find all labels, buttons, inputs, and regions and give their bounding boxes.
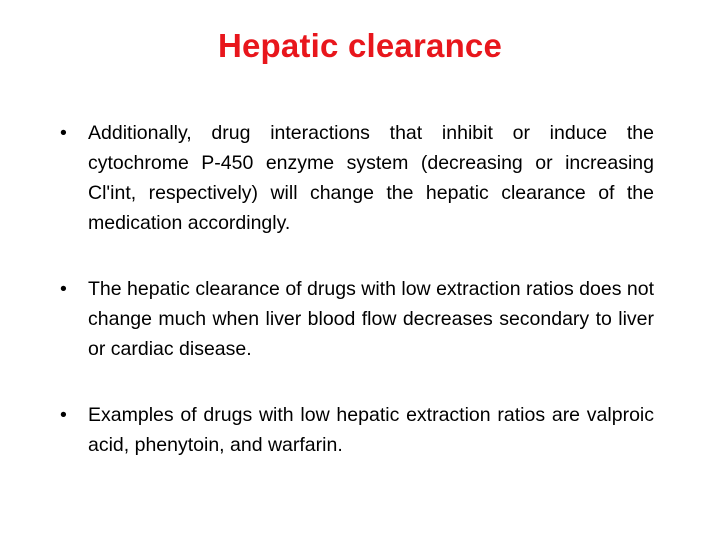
bullet-text: Additionally, drug interactions that inhibit or induce the cytochrome P-450 enzyme system (decreasing or increasing Cl'int, respectively) will change the hepatic clearance of the medication accordingly. <box>88 122 654 234</box>
bullet-marker: • <box>60 122 67 144</box>
slide-title: Hepatic clearance <box>217 27 503 64</box>
bullet-item <box>60 274 654 364</box>
bullet-text: The hepatic clearance of drugs with low extraction ratios does not change much when liver blood flow decreases secondary to liver or cardiac disease. <box>88 278 654 360</box>
bullet-list <box>60 118 654 496</box>
bullet-marker: • <box>60 404 67 426</box>
bullet-item <box>60 118 654 238</box>
bullet-text: Examples of drugs with low hepatic extraction ratios are valproic acid, phenytoin, and warfarin. <box>88 404 654 456</box>
bullet-item <box>60 400 654 460</box>
bullet-marker: • <box>60 278 67 300</box>
